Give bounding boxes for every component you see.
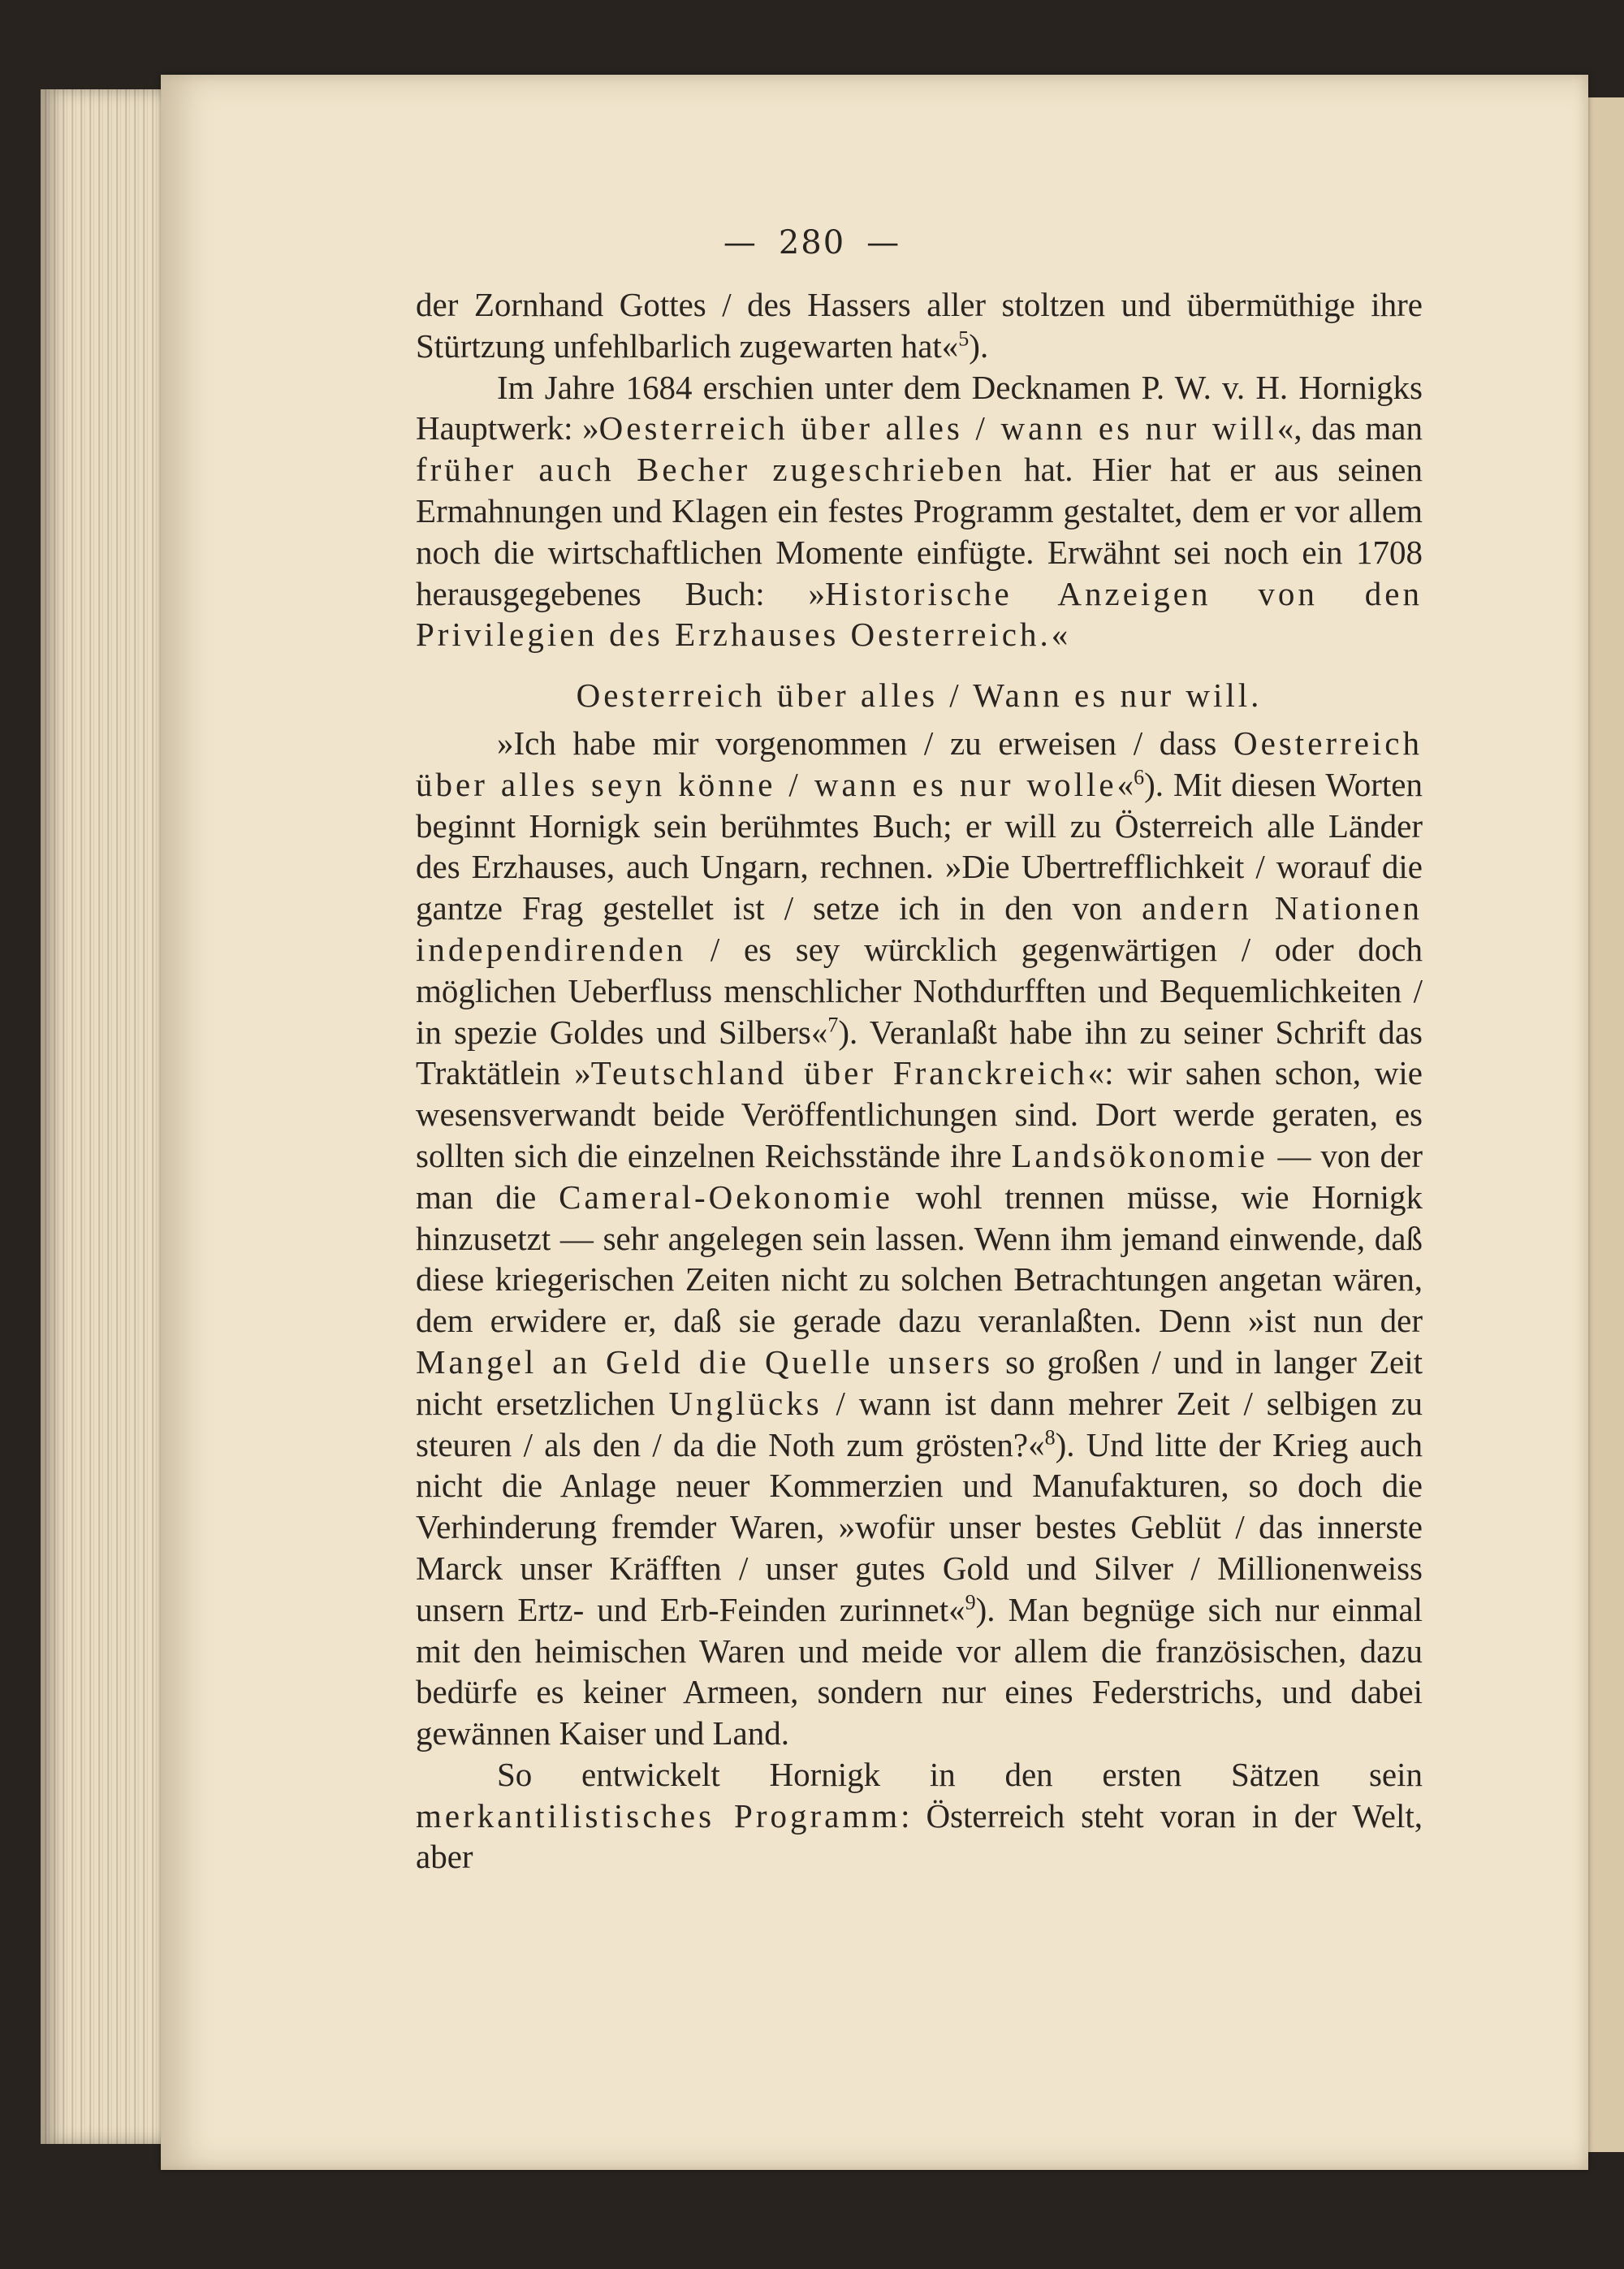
footnote-ref-9: 9: [965, 1590, 976, 1614]
p2-text-3: hat. Hier hat er aus seinen Ermahnungen und Klagen ein festes Programm gestaltet, dem er vor allem noch die wirtschaftlichen Momente einfügte. Erwähnt sei noch ein 1708 herausgegebenes Buch: »: [416, 451, 1423, 612]
p3-text-5: ). Veranlaßt habe ihn zu seiner Schrift das Traktätlein »: [416, 1013, 1423, 1092]
p3-spaced-2: andern Nationen independirenden: [416, 889, 1423, 968]
p3-text-10: / wann ist dann mehrer Zeit / selbigen zu steuren / als den / da die Noth zum grösten?«: [416, 1384, 1423, 1463]
p3-spaced-5: Cameral-Oekonomie: [559, 1178, 893, 1216]
p4-spaced-1: merkantilistisches Programm: [416, 1796, 901, 1835]
footnote-ref-5: 5: [958, 326, 970, 351]
p4-text-1: So entwickelt Hornigk in den ersten Sätzen sein: [497, 1755, 1423, 1793]
p3-text-6: «: wir sahen schon, wie wesensverwandt beide Veröffentlichungen sind. Dort werde geraten, es sollten sich die einzelnen Reichsstände ihre: [416, 1054, 1423, 1174]
page-number-dash-right: —: [866, 224, 901, 261]
p3-text-3: ). Mit diesen Worten beginnt Hornigk sein berühmtes Buch; er will zu Österreich alle Länder des Erzhauses, auch Ungarn, rechnen. »Die Ubertrefflichkeit / worauf die gantze Frag gestellet ist / setze ich in den von: [416, 765, 1423, 927]
p2-text-1: Im Jahre 1684 erschien unter dem Decknamen P. W. v. H. Hornigks Hauptwerk: »: [416, 368, 1423, 447]
paragraph-2: [416, 367, 1423, 656]
p3-spaced-4: Landsökonomie: [1011, 1136, 1268, 1174]
p3-spaced-1: Oesterreich über alles seyn könne / wann es nur wolle: [416, 724, 1423, 803]
paragraph-1: [416, 284, 1423, 367]
footnote-ref-7: 7: [827, 1012, 839, 1036]
p1-text-2: ).: [969, 326, 989, 365]
page-body: [416, 284, 1423, 1878]
p3-text-8: wohl trennen müsse, wie Hornigk hinzusetzt — sehr angelegen sein lassen. Wenn ihm jemand einwende, daß diese kriegerischen Zeiten nicht zu solchen Betrachtungen angetan wären, dem erwidere er, daß sie gerade dazu veranlaßten. Denn »ist nun der: [416, 1178, 1423, 1340]
p2-spaced-2: früher auch Becher zugeschrieben: [416, 451, 1005, 489]
p4-text-2: : Österreich steht voran in der Welt, aber: [416, 1796, 1423, 1876]
page-number-value: 280: [778, 224, 846, 261]
footnote-ref-8: 8: [1044, 1424, 1056, 1449]
p1-text-1: der Zornhand Gottes / des Hassers aller stoltzen und übermüthige ihre Stürtzung unfehlbarlich zugewarten hat«: [416, 286, 1423, 365]
p3-text-1: »Ich habe mir vorgenommen / zu erweisen / dass: [497, 724, 1234, 762]
paragraph-4: [416, 1754, 1423, 1878]
p3-spaced-6: Mangel an Geld die Quelle unsers: [416, 1342, 994, 1381]
p3-text-11: ). Und litte der Krieg auch nicht die Anlage neuer Kommerzien und Manufakturen, so doch die Verhinderung fremder Waren, »wofür unser bestes Geblüt / das innerste Marck unser Kräfften / unser gutes Gold und Silver / Millionenweiss unsern Ertz- und Erb-Feinden zurinnet«: [416, 1425, 1423, 1628]
p3-text-9: so großen / und in langer Zeit nicht ersetzlichen: [416, 1342, 1423, 1422]
p3-spaced-3: Teutschland über Franckreich: [590, 1054, 1088, 1092]
p2-text-2: «, das man: [1276, 409, 1423, 447]
page-number: [723, 224, 901, 261]
section-heading: Oesterreich über alles / Wann es nur will.: [576, 676, 1263, 715]
p3-text-12: ). Man begnüge sich nur einmal mit den heimischen Waren und meide vor allem die französischen, dazu bedürfe es keiner Armeen, sondern nur eines Federstrichs, und dabei gewännen Kaiser und Land.: [416, 1590, 1423, 1753]
p2-spaced-1: Oesterreich über alles / wann es nur will: [598, 409, 1277, 447]
p3-text-7: — von der man die: [416, 1136, 1423, 1216]
p3-spaced-7: Unglücks: [668, 1384, 823, 1422]
p2-text-4: «: [1051, 616, 1069, 654]
p3-text-4: / es sey würcklich gegenwärtigen / oder doch möglichen Ueberfluss menschlicher Nothdurfften und Bequemlichkeiten / in spezie Goldes und Silbers«: [416, 930, 1423, 1051]
p2-spaced-3: Historische Anzeigen von den Privilegien des Erzhauses Oesterreich.: [416, 574, 1423, 654]
footnote-ref-6: 6: [1134, 765, 1145, 789]
p3-text-2: «: [1116, 765, 1134, 803]
paragraph-3: [416, 723, 1423, 1754]
page-number-dash-left: —: [723, 224, 758, 261]
